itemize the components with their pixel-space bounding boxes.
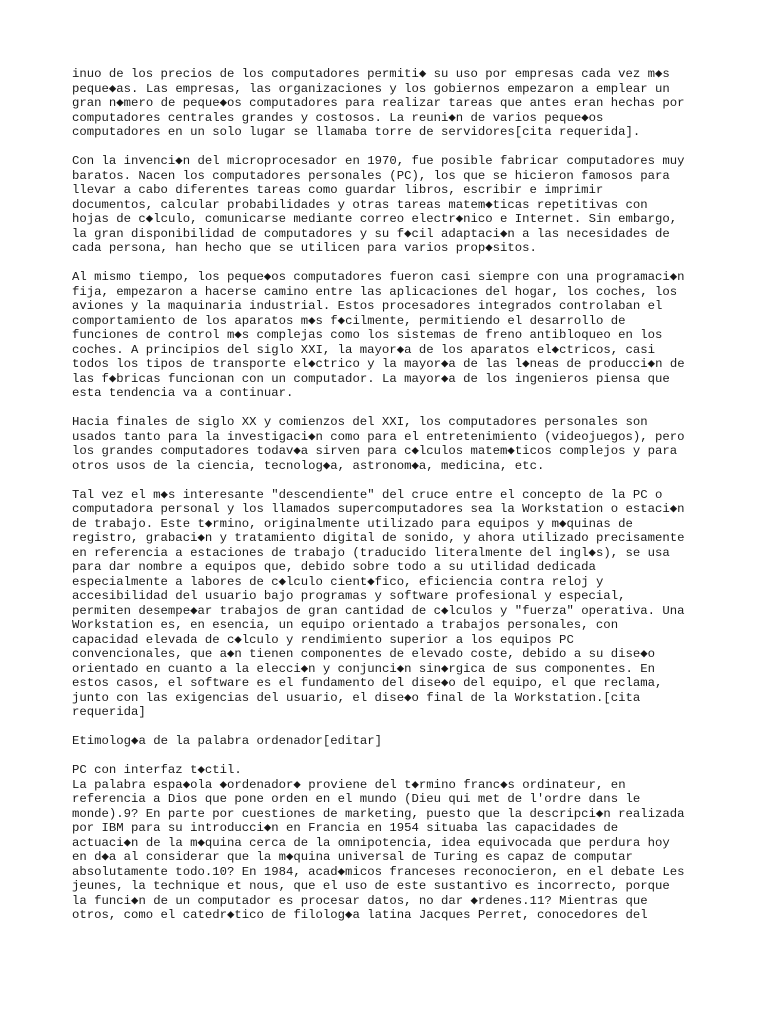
paragraph-embedded-processors: Al mismo tiempo, los peque◆os computadores fueron casi siempre con una programaci◆n fija, empezaron a hacerse camino entre las aplicaciones del hogar, los coches, los aviones y la maquinaria industrial. Estos procesadores integrados controlaban el comportamiento de los aparatos m◆s f◆cilmente, permitiendo el desarrollo de funciones de control m◆s complejas como los sistemas de freno antibloqueo en los coches. A principios del siglo XXI, la mayor◆a de los aparatos el◆ctricos, casi todos los tipos de transporte el◆ctrico y la mayor◆a de las l◆neas de producci◆n de las f◆bricas funcionan con un computador. La mayor◆a de los ingenieros piensa que esta tendencia va a continuar. bbox=[72, 270, 685, 400]
paragraph-microprocessor: Con la invenci◆n del microprocesador en 1970, fue posible fabricar computadores muy baratos. Nacen los computadores personales (PC), los que se hicieron famosos para llevar a cabo diferentes tareas como guardar libros, escribir e imprimir documentos, calcular probabilidades y otras tareas matem◆ticas repetitivas con hojas de c◆lculo, comunicarse mediante correo electr◆nico e Internet. Sin embargo, la gran disponibilidad de computadores y su f◆cil adaptaci◆n a las necesidades de cada persona, han hecho que se utilicen para varios prop◆sitos. bbox=[72, 154, 685, 255]
paragraph-workstation: Tal vez el m◆s interesante "descendiente" del cruce entre el concepto de la PC o computadora personal y los llamados supercomputadores sea la Workstation o estaci◆n de trabajo. Este t◆rmino, originalmente utilizado para equipos y m◆quinas de registro, grabaci◆n y tratamiento digital de sonido, y ahora utilizado precisamente en referencia a estaciones de trabajo (traducido literalmente del ingl◆s), se usa para dar nombre a equipos que, debido sobre todo a su utilidad dedicada especialmente a labores de c◆lculo cient◆fico, eficiencia contra reloj y accesibilidad del usuario bajo programas y software profesional y especial, permiten desempe◆ar trabajos de gran cantidad de c◆lculos y "fuerza" operativa. Una Workstation es, en esencia, un equipo orientado a trabajos personales, con capacidad elevada de c◆lculo y rendimiento superior a los equipos PC convencionales, que a◆n tienen componentes de elevado coste, debido a su dise◆o orientado en cuanto a la elecci◆n y conjunci◆n sin◆rgica de sus componentes. En estos casos, el software es el fundamento del dise◆o del equipo, el que reclama, junto con las exigencias del usuario, el dise◆o final de la Workstation.[cita requerida] bbox=[72, 487, 685, 719]
paragraph-late-20th-century: Hacia finales de siglo XX y comienzos del XXI, los computadores personales son usados tanto para la investigaci◆n como para el entretenimiento (videojuegos), pero los grandes computadores todav◆a sirven para c◆lculos matem◆ticos complejos y para otros usos de la ciencia, tecnolog◆a, astronom◆a, medicina, etc. bbox=[72, 415, 685, 473]
section-heading-etymology: Etimolog◆a de la palabra ordenador[editar] bbox=[72, 734, 382, 748]
paragraph-etymology: PC con interfaz t◆ctil. La palabra espa◆ola ◆ordenador◆ proviene del t◆rmino franc◆s ordinateur, en referencia a Dios que pone orden en el mundo (Dieu qui met de l'ordre dans le monde).9? En parte por cuestiones de marketing, puesto que la descripci◆n realizada por IBM para su introducci◆n en Francia en 1954 situaba las capacidades de actuaci◆n de la m◆quina cerca de la omnipotencia, idea equivocada que perdura hoy en d◆a al considerar que la m◆quina universal de Turing es capaz de computar absolutamente todo.10? En 1984, acad◆micos franceses reconocieron, en el debate Les jeunes, la technique et nous, que el uso de este sustantivo es incorrecto, porque la funci◆n de un computador es procesar datos, no dar ◆rdenes.11? Mientras que otros, como el catedr◆tico de filolog◆a latina Jacques Perret, conocedores del bbox=[72, 763, 685, 922]
paragraph-computer-prices: inuo de los precios de los computadores permiti◆ su uso por empresas cada vez m◆s peque◆as. Las empresas, las organizaciones y los gobiernos empezaron a emplear un gran n◆mero de peque◆os computadores para realizar tareas que antes eran hechas por computadores centrales grandes y costosos. La reuni◆n de varios peque◆os computadores en un solo lugar se llamaba torre de servidores[cita requerida]. bbox=[72, 67, 685, 139]
document-page bbox=[72, 67, 712, 937]
